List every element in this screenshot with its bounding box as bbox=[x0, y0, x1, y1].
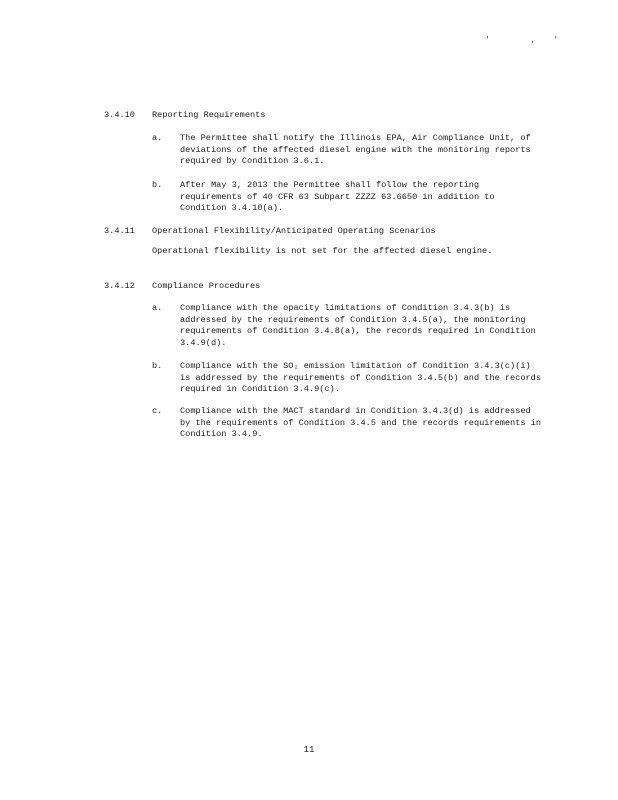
section-title: Operational Flexibility/Anticipated Operating Scenarios bbox=[152, 226, 436, 236]
item-text: The Permittee shall notify the Illinois EPA, Air Compliance Unit, of deviations of the affected diesel engine with the monitoring reports required by Condition 3.6.1. bbox=[180, 133, 531, 167]
item-text: After May 3, 2013 the Permittee shall follow the reporting requirements of 40 CFR 63 Subpart ZZZZ 63.6650 in addition to Condition 3.4.10(a). bbox=[180, 180, 495, 214]
section-3-4-11 bbox=[104, 226, 544, 238]
section-3-4-12 bbox=[104, 281, 544, 293]
page-number: 11 bbox=[303, 745, 315, 755]
section-number: 3.4.10 bbox=[104, 110, 135, 120]
item-text: Compliance with the SO₂ emission limitation of Condition 3.4.3(c)(i) is addressed by the requirements of Condition 3.4.5(b) and the records required in Condition 3.4.9(c). bbox=[180, 361, 541, 395]
section-paragraph: Operational flexibility is not set for the affected diesel engine. bbox=[152, 246, 493, 256]
item-3-4-10-a bbox=[104, 133, 544, 168]
item-letter: a. bbox=[152, 133, 163, 143]
section-3-4-10 bbox=[104, 110, 544, 122]
item-3-4-12-a bbox=[104, 303, 544, 349]
item-3-4-12-c bbox=[104, 406, 544, 441]
item-letter: a. bbox=[152, 303, 163, 313]
section-number: 3.4.11 bbox=[104, 226, 135, 236]
item-3-4-10-b bbox=[104, 180, 544, 215]
item-3-4-12-b bbox=[104, 361, 544, 396]
section-title: Reporting Requirements bbox=[152, 110, 266, 120]
item-text: Compliance with the MACT standard in Condition 3.4.3(d) is addressed by the requirements of Condition 3.4.5 and the records requirements in Condition 3.4.9. bbox=[180, 406, 541, 440]
section-number: 3.4.12 bbox=[104, 281, 135, 291]
item-letter: c. bbox=[152, 406, 163, 416]
item-text: Compliance with the opacity limitations of Condition 3.4.3(b) is addressed by the requirements of Condition 3.4.5(a), the monitoring requirements of Condition 3.4.8(a), the records required in Condition 3.4.9(d). bbox=[180, 303, 536, 348]
header-mark: ' ,' bbox=[485, 36, 577, 45]
item-letter: b. bbox=[152, 361, 163, 371]
item-letter: b. bbox=[152, 180, 163, 190]
paragraph-3-4-11 bbox=[104, 246, 544, 258]
section-title: Compliance Procedures bbox=[152, 281, 261, 291]
